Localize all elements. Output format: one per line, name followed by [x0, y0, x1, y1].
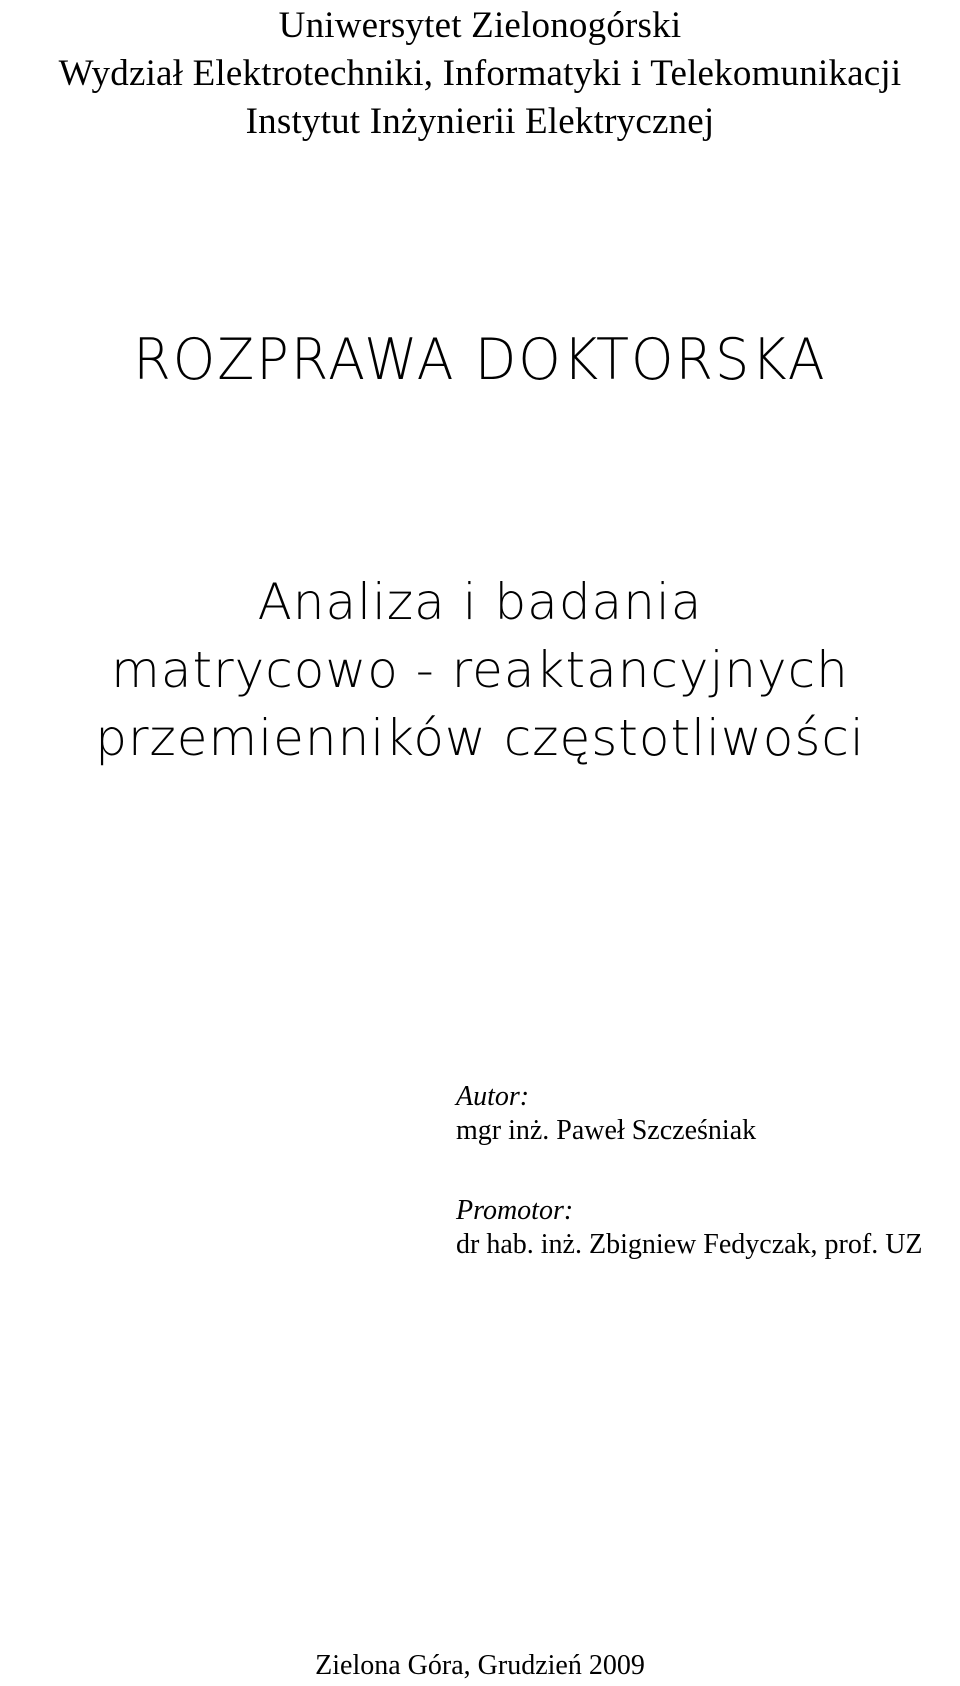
university-name: Uniwersytet Zielonogórski	[278, 5, 682, 46]
institute-name: Instytut Inżynierii Elektrycznej	[245, 101, 715, 142]
thesis-title	[0, 568, 960, 772]
author-label: Autor:	[456, 1081, 530, 1112]
author-name: mgr inż. Paweł Szcześniak	[456, 1115, 757, 1146]
thesis-title-line-1: Analiza i badania	[257, 573, 703, 631]
institution-header	[0, 2, 960, 146]
document-type: ROZPRAWA DOKTORSKA	[133, 326, 827, 393]
faculty-name: Wydział Elektrotechniki, Informatyki i Telekomunikacji	[58, 53, 902, 94]
thesis-title-line-2: matrycowo - reaktancyjnych	[111, 641, 849, 699]
people-block	[456, 1080, 956, 1262]
place-and-date: Zielona Góra, Grudzień 2009	[315, 1650, 645, 1681]
supervisor-label: Promotor:	[456, 1195, 574, 1226]
supervisor-name: dr hab. inż. Zbigniew Fedyczak, prof. UZ	[456, 1229, 923, 1260]
thesis-title-line-3: przemienników częstotliwości	[95, 709, 865, 767]
